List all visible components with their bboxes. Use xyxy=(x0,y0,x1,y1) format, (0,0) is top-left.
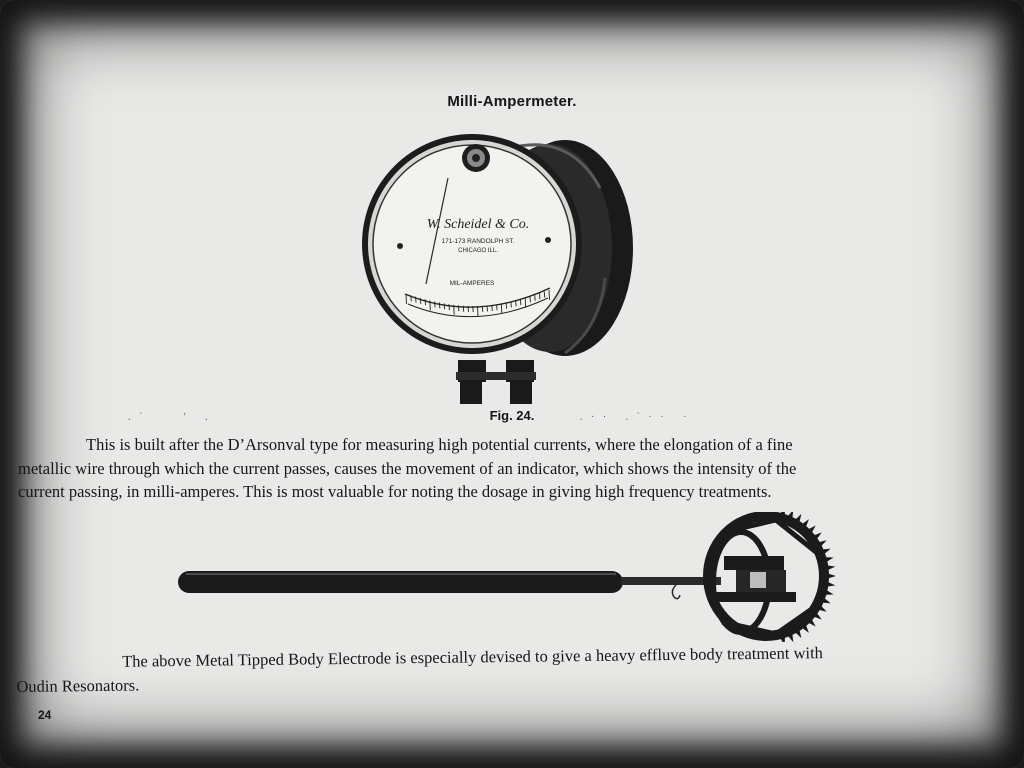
meter-scale-tick xyxy=(411,295,412,301)
meter-scale-tick xyxy=(439,302,440,308)
print-specks: . ´ ' . xyxy=(128,412,211,423)
meter-scale-tick xyxy=(478,306,479,316)
meter-address-label: 171-173 RANDOLPH ST. xyxy=(441,238,515,245)
meter-maker-label: W. Scheidel & Co. xyxy=(426,217,530,232)
meter-scale-tick xyxy=(525,298,526,308)
paragraph-line: metallic wire through which the current passes, causes the movement of an indicator, which shows the intensity of the xyxy=(18,458,797,478)
meter-scale-tick xyxy=(454,305,455,315)
milliampermeter-illustration xyxy=(360,128,650,410)
paragraph-line: current passing, in milli-amperes. This is most valuable for noting the dosage in giving high frequency treatments. xyxy=(18,482,772,501)
electrode-spike xyxy=(823,557,833,563)
meter-scale-tick xyxy=(539,293,540,299)
print-specks: . · · . ` · · · xyxy=(580,412,690,423)
meter-scale-tick xyxy=(468,306,469,312)
paragraph-milliampermeter xyxy=(18,433,984,504)
meter-scale-tick xyxy=(520,299,521,305)
meter-scale-tick xyxy=(416,297,417,303)
meter-city-label: CHICAGO ILL. xyxy=(458,248,498,254)
meter-scale-tick xyxy=(506,303,507,309)
figure-caption: Fig. 24. xyxy=(489,408,535,423)
meter-scale-tick xyxy=(449,304,450,310)
meter-scale-tick xyxy=(497,304,498,310)
meter-scale-tick xyxy=(458,305,459,311)
meter-scale-tick xyxy=(473,306,474,312)
paragraph-line: The above Metal Tipped Body Electrode is especially devised to give a heavy effluve body treatment with xyxy=(122,643,823,671)
meter-scale-tick xyxy=(435,301,436,307)
body-electrode-illustration xyxy=(176,512,840,642)
meter-scale-tick xyxy=(420,298,421,304)
paragraph-body-electrode xyxy=(16,639,991,698)
electrode-spike xyxy=(826,573,836,579)
meter-scale-tick xyxy=(487,305,488,311)
meter-scale-tick xyxy=(549,290,550,300)
meter-scale-tick xyxy=(444,303,445,309)
page-number: 24 xyxy=(38,708,52,722)
meter-units-label: MIL-AMPERES xyxy=(449,280,495,287)
paragraph-line: Oudin Resonators. xyxy=(16,674,140,696)
electrode-spike xyxy=(825,565,835,571)
electrode-spike xyxy=(823,589,833,595)
meter-scale-tick xyxy=(535,295,536,301)
meter-scale-tick xyxy=(482,306,483,312)
meter-scale-tick xyxy=(516,300,517,306)
meter-scale-tick xyxy=(430,300,431,310)
meter-scale-tick xyxy=(425,299,426,305)
meter-scale-tick xyxy=(492,305,493,311)
paragraph-line: This is built after the D’Arsonval type for measuring high potential currents, where the elongation of a fine xyxy=(86,435,793,454)
page-heading: Milli-Ampermeter. xyxy=(447,93,577,110)
meter-scale-tick xyxy=(511,301,512,307)
meter-scale-tick xyxy=(544,292,545,298)
meter-scale-tick xyxy=(406,294,407,304)
meter-scale-tick xyxy=(530,296,531,302)
electrode-spike xyxy=(825,581,835,587)
meter-scale-tick xyxy=(463,306,464,312)
meter-scale-tick xyxy=(501,303,502,313)
